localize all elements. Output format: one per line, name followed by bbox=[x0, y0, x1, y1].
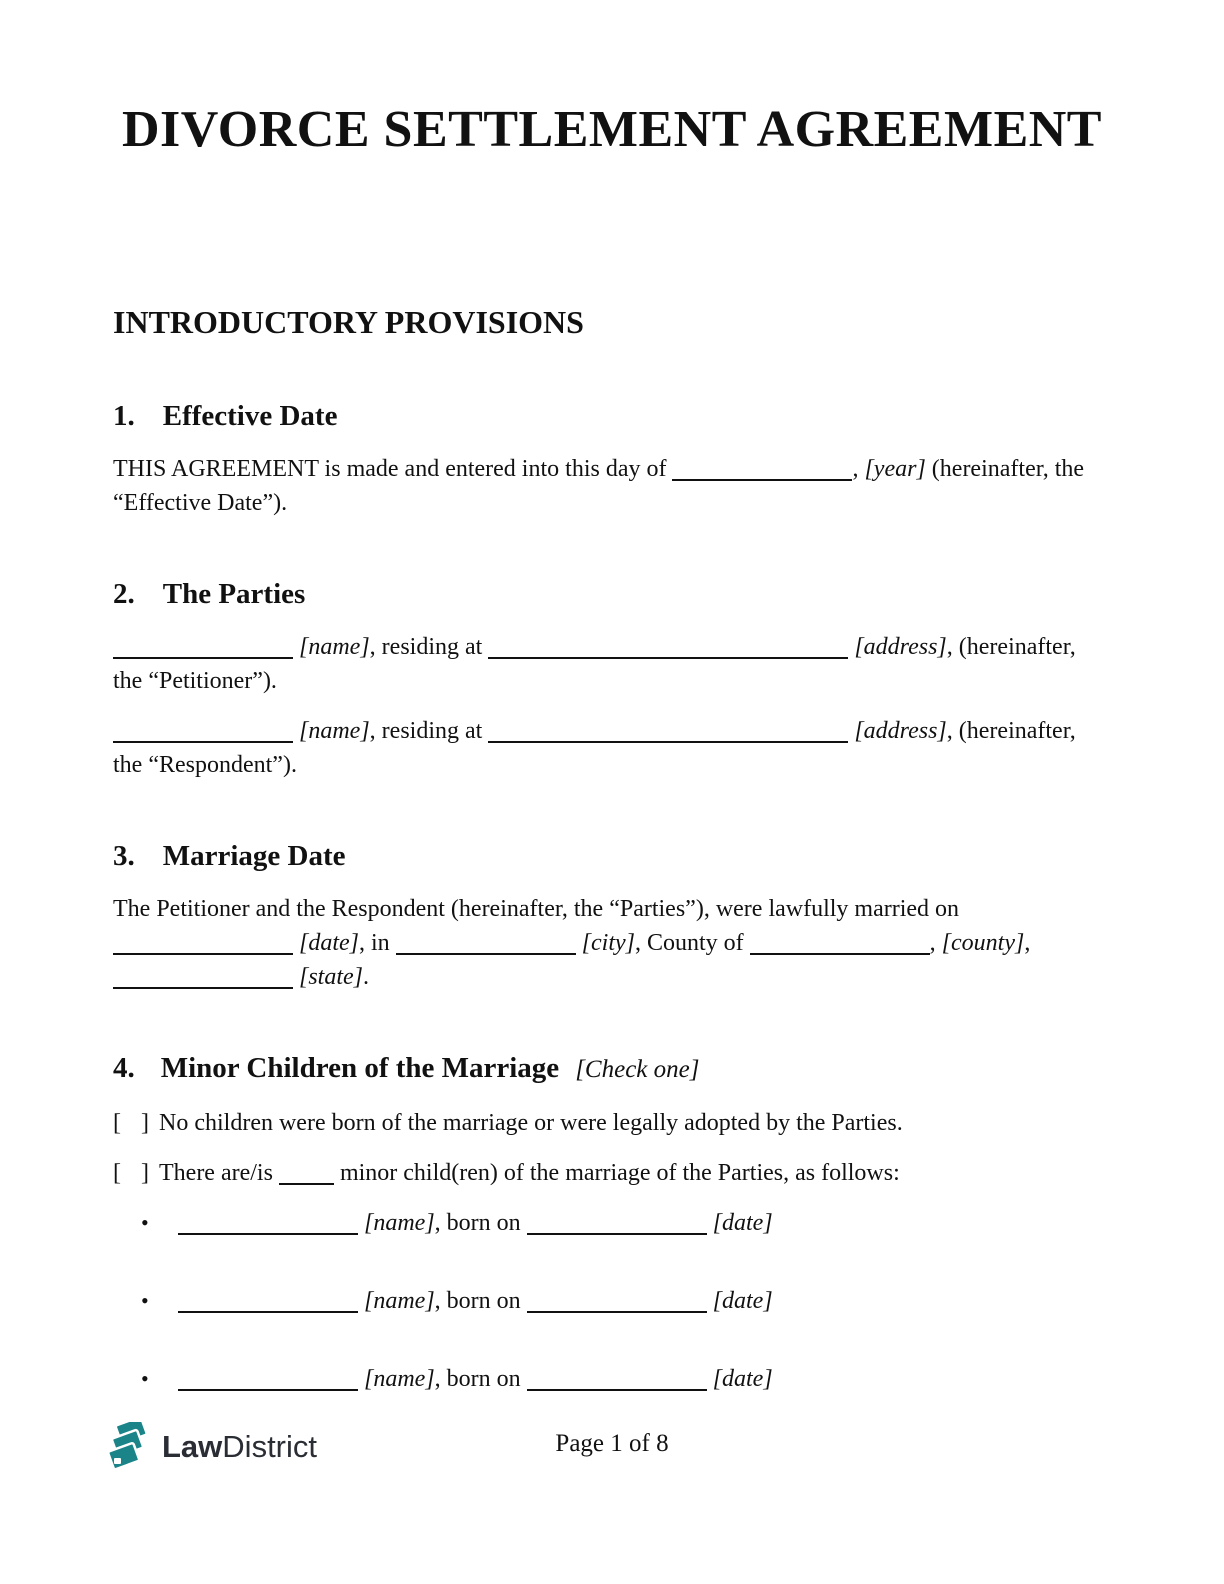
spacer bbox=[149, 1178, 159, 1180]
blank-field bbox=[113, 931, 293, 955]
text-segment: The Parties bbox=[162, 578, 306, 610]
lawdistrict-logo bbox=[108, 1422, 317, 1472]
text-segment: No children were born of the marriage or were legally adopted by the Parties. bbox=[159, 1110, 903, 1136]
children-list bbox=[113, 1206, 1111, 1396]
text-segment: [ bbox=[113, 1160, 121, 1186]
placeholder-text: [county] bbox=[941, 930, 1025, 956]
placeholder-text: [Check one] bbox=[575, 1056, 700, 1083]
text-segment: There are/is bbox=[159, 1160, 279, 1186]
text-segment: 4. bbox=[113, 1052, 135, 1084]
placeholder-text: [name] bbox=[299, 718, 370, 744]
page-number: Page 1 of 8 bbox=[555, 1430, 669, 1457]
section-the-parties bbox=[113, 576, 1111, 782]
text-segment: , (hereinafter, the “Petitioner”). bbox=[113, 634, 1076, 694]
child-list-item bbox=[113, 1362, 1111, 1396]
section-2-heading bbox=[113, 576, 1111, 612]
logo-notch bbox=[114, 1458, 121, 1464]
placeholder-text: [name] bbox=[364, 1210, 435, 1236]
text-segment: , born on bbox=[434, 1366, 527, 1392]
checkbox-option-no-children bbox=[113, 1106, 1111, 1140]
spacer bbox=[121, 1128, 141, 1130]
effective-date-paragraph bbox=[113, 452, 1111, 520]
section-3-heading bbox=[113, 838, 1111, 874]
text-segment: Minor Children of the Marriage bbox=[160, 1052, 560, 1084]
blank-field bbox=[279, 1161, 334, 1185]
blank-field bbox=[527, 1211, 707, 1235]
blank-field bbox=[488, 635, 848, 659]
blank-field bbox=[527, 1367, 707, 1391]
blank-field bbox=[113, 965, 293, 989]
text-segment: 3. bbox=[113, 840, 135, 872]
blank-field bbox=[672, 457, 852, 481]
text-segment: . bbox=[363, 964, 370, 990]
blank-field bbox=[113, 635, 293, 659]
text-segment: (hereinafter, the “Effective Date”). bbox=[113, 456, 1085, 516]
spacer bbox=[135, 1075, 161, 1077]
text-segment: ] bbox=[141, 1160, 149, 1186]
brand-law-text: Law bbox=[162, 1429, 223, 1464]
document-title: DIVORCE SETTLEMENT AGREEMENT bbox=[122, 101, 1102, 158]
text-segment: 1. bbox=[113, 400, 135, 432]
petitioner-paragraph bbox=[113, 630, 1111, 698]
blank-field bbox=[750, 931, 930, 955]
blank-field bbox=[396, 931, 576, 955]
checkbox-option-has-children bbox=[113, 1156, 1111, 1190]
spacer bbox=[559, 1075, 575, 1077]
section-4-heading bbox=[113, 1050, 1111, 1088]
section-1-heading bbox=[113, 398, 1111, 434]
placeholder-text: [date] bbox=[712, 1210, 773, 1236]
text-segment: , born on bbox=[434, 1210, 527, 1236]
marriage-date-paragraph bbox=[113, 892, 1111, 994]
page-footer bbox=[0, 1420, 1224, 1484]
text-segment: , bbox=[1024, 930, 1031, 956]
intro-provisions-heading: INTRODUCTORY PROVISIONS bbox=[113, 304, 584, 340]
text-segment: , County of bbox=[635, 930, 750, 956]
spacer bbox=[135, 863, 163, 865]
text-segment: , residing at bbox=[369, 634, 489, 660]
brand-district-text: District bbox=[222, 1429, 318, 1464]
text-segment: [ bbox=[113, 1110, 121, 1136]
child-list-item bbox=[113, 1284, 1111, 1318]
text-segment: ] bbox=[141, 1110, 149, 1136]
spacer bbox=[135, 601, 163, 603]
blank-field bbox=[527, 1289, 707, 1313]
placeholder-text: [city] bbox=[581, 930, 635, 956]
placeholder-text: [date] bbox=[712, 1288, 773, 1314]
placeholder-text: [year] bbox=[864, 456, 926, 482]
section-effective-date bbox=[113, 398, 1111, 520]
placeholder-text: [date] bbox=[712, 1366, 773, 1392]
child-list-item bbox=[113, 1206, 1111, 1240]
blank-field bbox=[178, 1289, 358, 1313]
text-segment: Marriage Date bbox=[162, 840, 346, 872]
text-segment: 2. bbox=[113, 578, 135, 610]
lawdistrict-logo-icon bbox=[108, 1422, 154, 1472]
text-segment: , bbox=[852, 456, 865, 482]
text-segment: Effective Date bbox=[162, 400, 338, 432]
placeholder-text: [name] bbox=[299, 634, 370, 660]
placeholder-text: [address] bbox=[854, 634, 947, 660]
blank-field bbox=[178, 1211, 358, 1235]
placeholder-text: [address] bbox=[854, 718, 947, 744]
section-marriage-date bbox=[113, 838, 1111, 994]
spacer bbox=[121, 1178, 141, 1180]
text-segment: , born on bbox=[434, 1288, 527, 1314]
text-segment: , (hereinafter, the “Respondent”). bbox=[113, 718, 1076, 778]
placeholder-text: [state] bbox=[299, 964, 364, 990]
text-segment: minor child(ren) of the marriage of the Parties, as follows: bbox=[333, 1160, 900, 1186]
spacer bbox=[135, 423, 163, 425]
text-segment: THIS AGREEMENT is made and entered into this day of bbox=[113, 456, 673, 482]
spacer bbox=[149, 1128, 159, 1130]
blank-field bbox=[113, 719, 293, 743]
text-segment: The Petitioner and the Respondent (hereinafter, the “Parties”), were lawfully married on bbox=[113, 896, 960, 922]
placeholder-text: [name] bbox=[364, 1366, 435, 1392]
blank-field bbox=[488, 719, 848, 743]
section-minor-children bbox=[113, 1050, 1111, 1396]
placeholder-text: [date] bbox=[299, 930, 359, 956]
blank-field bbox=[178, 1367, 358, 1391]
text-segment: , in bbox=[359, 930, 396, 956]
text-segment: , bbox=[929, 930, 942, 956]
text-segment: , residing at bbox=[369, 718, 489, 744]
respondent-paragraph bbox=[113, 714, 1111, 782]
placeholder-text: [name] bbox=[364, 1288, 435, 1314]
